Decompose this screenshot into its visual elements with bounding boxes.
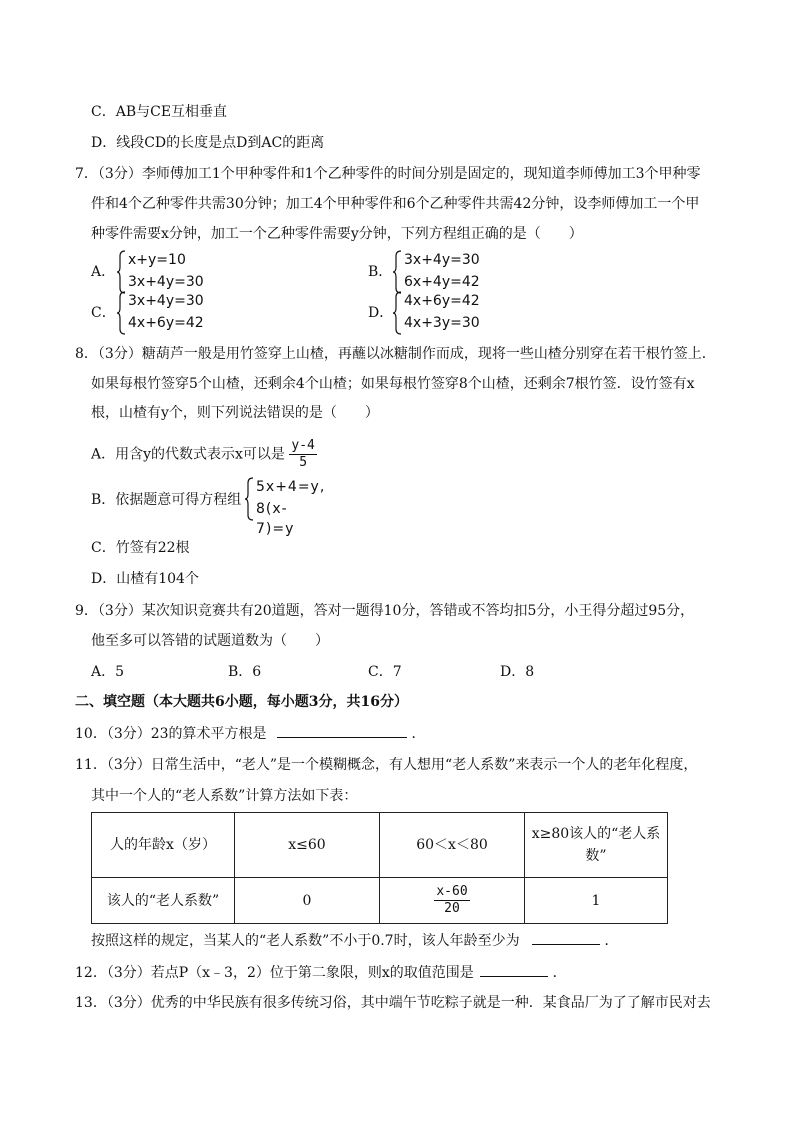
q11-stem-line1: 11．（3分）日常生活中，“老人”是一个模糊概念，有人想用“老人系数”来表示一个人的老年化程度， <box>75 757 698 773</box>
q8-stem-line2: 如果每根竹签穿5个山楂，还剩余4个山楂；如果每根竹签穿8个山楂，还剩余7根竹签．设竹签有x <box>91 376 695 392</box>
q7-option-d-label: D． <box>368 305 394 321</box>
q7-option-b-label: B． <box>368 264 393 280</box>
answer-blank[interactable] <box>532 930 600 945</box>
q10-text: 10．（3分）23的算术平方根是 <box>75 726 267 742</box>
q9-option-c: C．7 <box>368 664 402 680</box>
q6-option-d: D．线段CD的长度是点D到AC的距离 <box>91 135 325 151</box>
q8-option-b-eq1: 5x+4=y, <box>256 479 326 495</box>
q8-stem-line1: 8．（3分）糖葫芦一般是用竹签穿上山楂，再蘸以冰糖制作而成，现将一些山楂分别穿在若干根竹签上． <box>75 346 716 362</box>
q9-option-a: A．5 <box>91 664 125 680</box>
brace-icon <box>116 291 126 335</box>
q12-end: ． <box>552 965 567 981</box>
table-cell: 1 <box>525 878 668 924</box>
table-cell-line2: 数” <box>585 848 607 864</box>
q12-text: 12．（3分）若点P（x﹣3，2）位于第二象限，则x的取值范围是 <box>75 965 474 981</box>
q8-option-a <box>91 438 317 471</box>
q7-option-c-eq1: 3x+4y=30 <box>128 293 204 309</box>
q6-option-c: C．AB与CE互相垂直 <box>91 104 228 120</box>
q11-stem-line2: 其中一个人的“老人系数”计算方法如下表： <box>91 788 358 804</box>
q7-option-a-eq2: 3x+4y=30 <box>128 274 204 290</box>
table-cell: x≤60 <box>235 813 380 878</box>
brace-icon <box>244 477 254 521</box>
q7-option-a-eq1: x+y=10 <box>128 252 186 268</box>
q10-end: ． <box>411 726 426 742</box>
table-cell: 60＜x＜80 <box>380 813 525 878</box>
q7-stem-line1: 7．（3分）李师傅加工1个甲种零件和1个乙种零件的时间分别是固定的，现知道李师傅加工3个甲种零 <box>75 166 701 182</box>
table-fraction-numerator: x-60 <box>436 884 468 899</box>
q13-stem-line1: 13．（3分）优秀的中华民族有很多传统习俗，其中端午节吃粽子就是一种．某食品厂为了了解市民对去 <box>75 995 711 1011</box>
q9-stem-line1: 9．（3分）某次知识竞赛共有20道题，答对一题得10分，答错或不答均扣5分，小王得分超过95分， <box>75 603 695 619</box>
q9-option-d: D．8 <box>500 664 535 680</box>
q11-stem-line3 <box>91 930 618 951</box>
table-cell <box>380 878 525 924</box>
q12 <box>75 962 567 983</box>
table-cell-line1: x≥80该人的“老人系 <box>531 826 661 842</box>
table-header-row <box>92 813 668 878</box>
q7-option-b-eq1: 3x+4y=30 <box>404 252 480 268</box>
table-fraction-denominator: 20 <box>444 901 460 916</box>
table-cell: 0 <box>235 878 380 924</box>
q11-line3-text: 按照这样的规定，当某人的“老人系数”不小于0.7时，该人年龄至少为 <box>91 933 520 949</box>
q8-option-c: C．竹签有22根 <box>91 540 190 556</box>
table-fraction <box>434 884 469 917</box>
brace-icon <box>392 250 402 294</box>
q7-option-d-eq1: 4x+6y=42 <box>404 293 480 309</box>
answer-blank[interactable] <box>480 962 548 977</box>
q8-option-a-denominator: 5 <box>299 455 308 470</box>
q8-option-a-text: A．用含y的代数式表示x可以是 <box>91 446 285 463</box>
q7-option-a-label: A． <box>91 264 116 280</box>
q10 <box>75 723 425 744</box>
old-age-coefficient-table <box>91 812 668 924</box>
q8-stem-line3: 根，山楂有y个，则下列说法错误的是（ ） <box>91 405 379 421</box>
table-cell <box>525 813 668 878</box>
q8-option-b-text: B．依据题意可得方程组 <box>91 492 242 508</box>
q11-end: ． <box>604 933 619 949</box>
q8-option-a-fraction <box>289 438 316 471</box>
q7-option-b-eq2: 6x+4y=42 <box>404 274 480 290</box>
table-row <box>92 878 668 924</box>
q7-option-c-label: C． <box>91 305 116 321</box>
section-heading: 二、填空题（本大题共6小题，每小题3分，共16分） <box>75 694 408 710</box>
brace-icon <box>392 291 402 335</box>
q7-option-d-eq2: 4x+3y=30 <box>404 315 480 331</box>
q9-option-b: B．6 <box>228 664 262 680</box>
q8-option-d: D．山楂有104个 <box>91 571 199 587</box>
table-cell: 该人的“老人系数” <box>92 878 235 924</box>
q7-option-c-eq2: 4x+6y=42 <box>128 315 204 331</box>
brace-icon <box>116 250 126 294</box>
q7-stem-line3: 种零件需要x分钟，加工一个乙种零件需要y分钟，下列方程组正确的是（ ） <box>91 226 583 242</box>
q9-stem-line2: 他至多可以答错的试题道数为（ ） <box>91 633 329 649</box>
q7-stem-line2: 件和4个乙种零件共需30分钟；加工4个甲种零件和6个乙种零件共需42分钟，设李师傅加工一个甲 <box>91 196 700 212</box>
q8-option-b-eq2: 8(x-7)=y <box>256 501 295 537</box>
table-cell: 人的年龄x（岁） <box>92 813 235 878</box>
answer-blank[interactable] <box>277 723 407 738</box>
q8-option-a-numerator: y-4 <box>291 438 315 453</box>
